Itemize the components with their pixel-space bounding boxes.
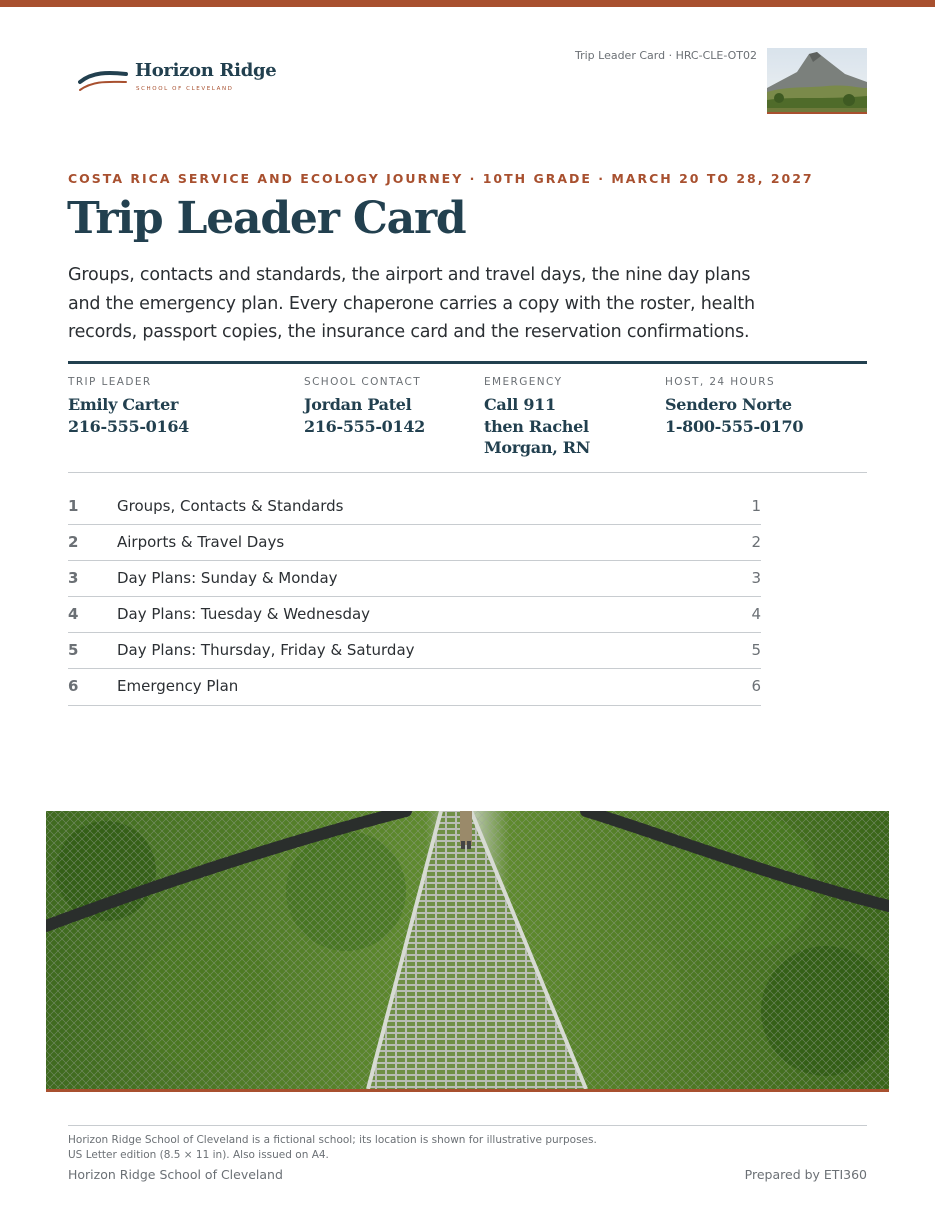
- toc-row[interactable]: [68, 597, 761, 633]
- contact-label: HOST, 24 HOURS: [665, 376, 776, 388]
- footer-disclaimer: Horizon Ridge School of Cleveland is a fictional school; its location is shown for illustrative purposes.: [68, 1134, 597, 1146]
- toc-label: Day Plans: Thursday, Friday & Saturday: [117, 641, 415, 660]
- toc-number: 6: [68, 677, 79, 696]
- contact-label: SCHOOL CONTACT: [304, 376, 422, 388]
- toc-label: Airports & Travel Days: [117, 533, 285, 552]
- toc-label: Groups, Contacts & Standards: [117, 497, 344, 515]
- toc-row[interactable]: [68, 525, 761, 561]
- footer-school-name: Horizon Ridge School of Cleveland: [68, 1167, 283, 1182]
- trip-eyebrow: COSTA RICA SERVICE AND ECOLOGY JOURNEY · 10TH GRADE · MARCH 20 TO 28, 2027: [68, 171, 814, 186]
- toc-row[interactable]: [68, 633, 761, 669]
- toc-number: 2: [68, 533, 79, 552]
- toc-number: 4: [68, 605, 79, 624]
- toc-page: 4: [751, 605, 761, 624]
- contact-label: TRIP LEADER: [68, 376, 152, 388]
- toc-number: 3: [68, 569, 79, 588]
- hanging-bridge-hero-image: [46, 811, 889, 1092]
- toc-row[interactable]: [68, 489, 761, 525]
- toc-label: Day Plans: Sunday & Monday: [117, 569, 338, 588]
- school-logo: [78, 60, 278, 100]
- contact-name: Emily Carter: [68, 395, 179, 414]
- table-of-contents: [68, 489, 761, 706]
- contact-instruction: Call 911: [484, 395, 556, 414]
- toc-page: 2: [751, 533, 761, 552]
- volcano-thumbnail-image: [767, 48, 867, 114]
- contact-label: EMERGENCY: [484, 376, 563, 388]
- toc-page: 1: [751, 497, 761, 515]
- contacts-divider: [68, 472, 867, 473]
- toc-label: Day Plans: Tuesday & Wednesday: [117, 605, 371, 624]
- toc-page: 3: [751, 569, 761, 588]
- contact-host: [665, 376, 803, 437]
- contact-name: Morgan, RN: [484, 438, 591, 457]
- contact-emergency: [484, 376, 590, 459]
- toc-label: Emergency Plan: [117, 677, 239, 696]
- top-accent-bar: [0, 0, 935, 7]
- contact-phone: 1-800-555-0170: [665, 416, 804, 436]
- toc-number: 1: [68, 497, 79, 515]
- toc-row[interactable]: [68, 669, 761, 705]
- toc-page: 6: [751, 677, 761, 696]
- toc-row[interactable]: [68, 561, 761, 597]
- contact-instruction: then Rachel: [484, 416, 589, 436]
- footer-edition-note: US Letter edition (8.5 × 11 in). Also issued on A4.: [68, 1149, 329, 1161]
- contact-trip-leader: [68, 376, 189, 437]
- toc-page: 5: [751, 641, 761, 660]
- footer-divider: [68, 1125, 867, 1126]
- toc-number: 5: [68, 641, 79, 660]
- logo-name: Horizon Ridge: [135, 60, 277, 81]
- intro-paragraph: Groups, contacts and standards, the airport and travel days, the nine day plans and the emergency plan. Every chaperone carries a copy with the roster, health records, passport copies, the insurance card and the reservation confirmations.: [68, 265, 755, 342]
- footer-prepared-by: Prepared by ETI360: [744, 1167, 867, 1182]
- contact-name: Sendero Norte: [665, 395, 792, 414]
- contact-phone: 216-555-0142: [304, 416, 426, 436]
- section-divider: [68, 361, 867, 364]
- contact-phone: 216-555-0164: [68, 416, 190, 436]
- contact-name: Jordan Patel: [304, 395, 412, 414]
- document-code: Trip Leader Card · HRC-CLE-OT02: [574, 49, 757, 62]
- contact-school: [304, 376, 425, 437]
- page-title: Trip Leader Card: [67, 193, 466, 244]
- logo-wave-icon: [78, 66, 130, 94]
- logo-subtitle: SCHOOL OF CLEVELAND: [136, 86, 234, 92]
